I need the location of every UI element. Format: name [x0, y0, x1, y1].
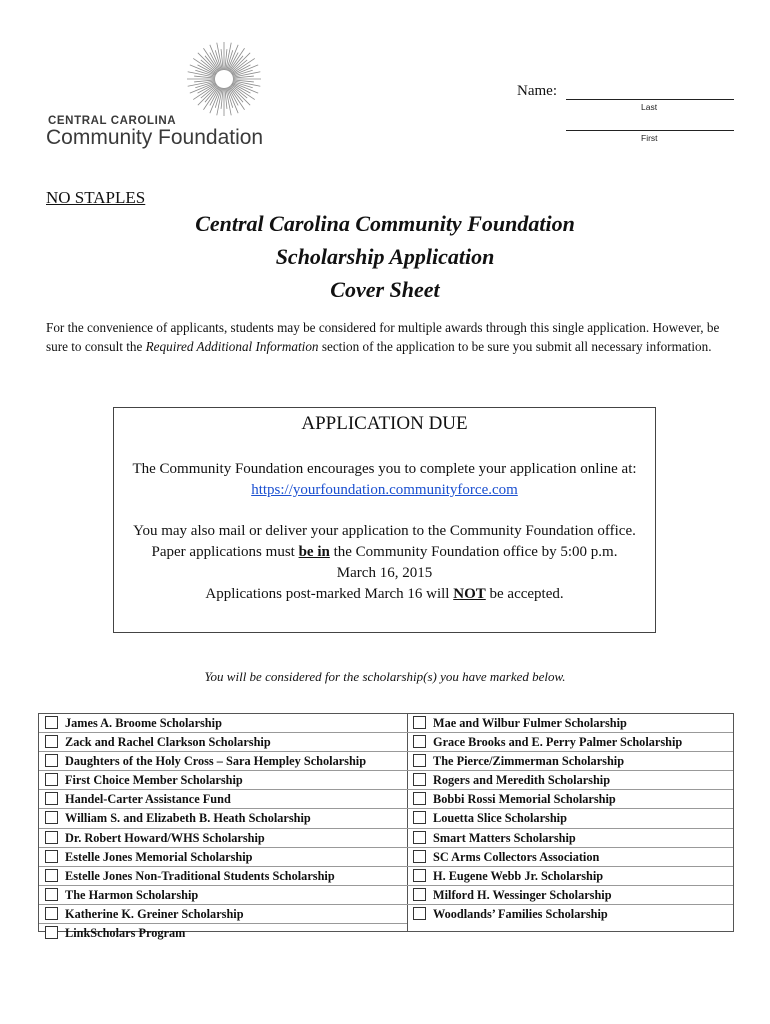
scholarship-row: [407, 770, 733, 789]
scholarship-label: Grace Brooks and E. Perry Palmer Scholarship: [433, 735, 683, 750]
scholarship-checkbox[interactable]: [413, 792, 426, 805]
sunburst-logo-icon: [185, 40, 263, 118]
scholarship-label: First Choice Member Scholarship: [65, 773, 243, 788]
postmark-note: [114, 584, 655, 605]
mail-text: You may also mail or deliver your application to the Community Foundation office.: [133, 523, 636, 539]
scholarship-row: [39, 808, 407, 827]
scholarship-label: The Pierce/Zimmerman Scholarship: [433, 754, 625, 769]
scholarship-label: Estelle Jones Memorial Scholarship: [65, 849, 253, 864]
scholarship-checkbox[interactable]: [45, 735, 58, 748]
logo-line-1: CENTRAL CAROLINA: [48, 115, 177, 127]
title-line-2: Scholarship Application: [275, 244, 495, 269]
scholarship-column-left: [39, 714, 408, 941]
due-heading: APPLICATION DUE: [301, 413, 468, 434]
scholarship-label: Katherine K. Greiner Scholarship: [65, 906, 244, 921]
scholarship-label: Woodlands’ Families Scholarship: [433, 906, 608, 921]
scholarship-row: [407, 866, 733, 885]
title-line-1: Central Carolina Community Foundation: [195, 211, 575, 236]
no-staples-notice: NO STAPLES: [46, 188, 146, 207]
scholarship-row: [39, 923, 407, 942]
scholarship-label: Daughters of the Holy Cross – Sara Hempley Scholarship: [65, 754, 367, 769]
scholarship-row: [407, 714, 733, 732]
intro-emphasis: Required Additional Information: [145, 339, 319, 355]
scholarship-checkbox[interactable]: [45, 716, 58, 729]
paper-deadline-emphasis: be in: [298, 544, 330, 560]
scholarship-checkbox[interactable]: [413, 907, 426, 920]
scholarship-row: [407, 885, 733, 904]
title-line-3: Cover Sheet: [330, 277, 440, 302]
mail-instructions: [114, 521, 655, 605]
paper-deadline-pre: Paper applications must: [151, 544, 299, 560]
scholarship-row: [39, 751, 407, 770]
considered-note: You will be considered for the scholarship(s) you have marked below.: [204, 669, 566, 684]
scholarship-label: Bobbi Rossi Memorial Scholarship: [433, 792, 616, 807]
scholarship-row: [39, 866, 407, 885]
logo-line-2: Community Foundation: [46, 126, 264, 149]
scholarship-checkbox[interactable]: [45, 850, 58, 863]
scholarship-checkbox[interactable]: [45, 869, 58, 882]
scholarship-checkbox[interactable]: [413, 831, 426, 844]
scholarship-row: [407, 789, 733, 808]
scholarship-row: [407, 732, 733, 751]
scholarship-label: Louetta Slice Scholarship: [433, 811, 567, 826]
scholarship-row: [39, 770, 407, 789]
scholarship-row: [39, 828, 407, 847]
paper-deadline-post: the Community Foundation office by 5:00 p.m.: [329, 544, 618, 560]
scholarship-label: William S. and Elizabeth B. Heath Scholarship: [65, 811, 311, 826]
intro-paragraph: [46, 318, 736, 356]
scholarship-label: James A. Broome Scholarship: [65, 716, 222, 730]
scholarship-label: LinkScholars Program: [65, 926, 186, 941]
scholarship-checkbox[interactable]: [45, 831, 58, 844]
scholarship-label: Milford H. Wessinger Scholarship: [433, 887, 612, 902]
first-name-field[interactable]: [566, 130, 734, 131]
scholarship-row: [407, 828, 733, 847]
deadline-date: March 16, 2015: [336, 565, 433, 581]
scholarship-checkbox[interactable]: [45, 926, 58, 939]
scholarship-checkbox[interactable]: [413, 811, 426, 824]
postmark-pre: Applications post-marked March 16 will: [205, 586, 454, 602]
scholarship-label: Rogers and Meredith Scholarship: [433, 773, 611, 788]
scholarship-row: [39, 847, 407, 866]
postmark-post: be accepted.: [485, 586, 564, 602]
scholarship-label: Smart Matters Scholarship: [433, 830, 576, 845]
scholarship-checkbox[interactable]: [45, 888, 58, 901]
application-link[interactable]: https://yourfoundation.communityforce.com: [251, 482, 518, 498]
intro-text-2: section of the application to be sure you submit all necessary information.: [318, 339, 712, 355]
scholarship-row: [407, 847, 733, 866]
postmark-emphasis: NOT: [453, 586, 486, 602]
scholarship-checkbox[interactable]: [413, 754, 426, 767]
scholarship-label: Zack and Rachel Clarkson Scholarship: [65, 735, 271, 750]
scholarship-row: [407, 751, 733, 770]
online-text: The Community Foundation encourages you to complete your application online at:: [132, 461, 637, 477]
scholarship-row: [407, 808, 733, 827]
online-instructions: [114, 459, 655, 501]
scholarship-checkbox[interactable]: [45, 907, 58, 920]
scholarship-row: [39, 714, 407, 732]
last-name-field[interactable]: [566, 99, 734, 100]
scholarship-label: Handel-Carter Assistance Fund: [65, 792, 231, 807]
scholarship-label: Estelle Jones Non-Traditional Students Scholarship: [65, 868, 335, 883]
scholarship-label: SC Arms Collectors Association: [433, 849, 600, 864]
application-due-box: [113, 407, 656, 633]
scholarship-row: [39, 904, 407, 923]
scholarship-table: [38, 713, 734, 941]
scholarship-row: [39, 789, 407, 808]
scholarship-label: The Harmon Scholarship: [65, 887, 199, 902]
scholarship-label: Mae and Wilbur Fulmer Scholarship: [433, 716, 627, 730]
last-name-label: Last: [641, 102, 658, 112]
scholarship-checkbox[interactable]: [413, 869, 426, 882]
name-label: Name:: [517, 83, 557, 99]
scholarship-checkbox[interactable]: [45, 811, 58, 824]
scholarship-label: H. Eugene Webb Jr. Scholarship: [433, 868, 604, 883]
paper-deadline: [114, 542, 655, 563]
scholarship-checkbox[interactable]: [413, 735, 426, 748]
scholarship-row: [407, 904, 733, 923]
first-name-label: First: [641, 133, 658, 143]
scholarship-row: [39, 885, 407, 904]
scholarship-checkbox[interactable]: [413, 716, 426, 729]
scholarship-checkbox[interactable]: [45, 773, 58, 786]
scholarship-checkbox[interactable]: [413, 773, 426, 786]
scholarship-checkbox[interactable]: [413, 850, 426, 863]
scholarship-checkbox[interactable]: [45, 754, 58, 767]
scholarship-column-right: [407, 714, 733, 923]
intro-text-1: For the convenience of applicants, students may be considered for multiple awards through this single application. However, be sure to consult the: [46, 320, 720, 355]
scholarship-checkbox[interactable]: [413, 888, 426, 901]
scholarship-label: Dr. Robert Howard/WHS Scholarship: [65, 830, 265, 845]
scholarship-checkbox[interactable]: [45, 792, 58, 805]
scholarship-row: [39, 732, 407, 751]
